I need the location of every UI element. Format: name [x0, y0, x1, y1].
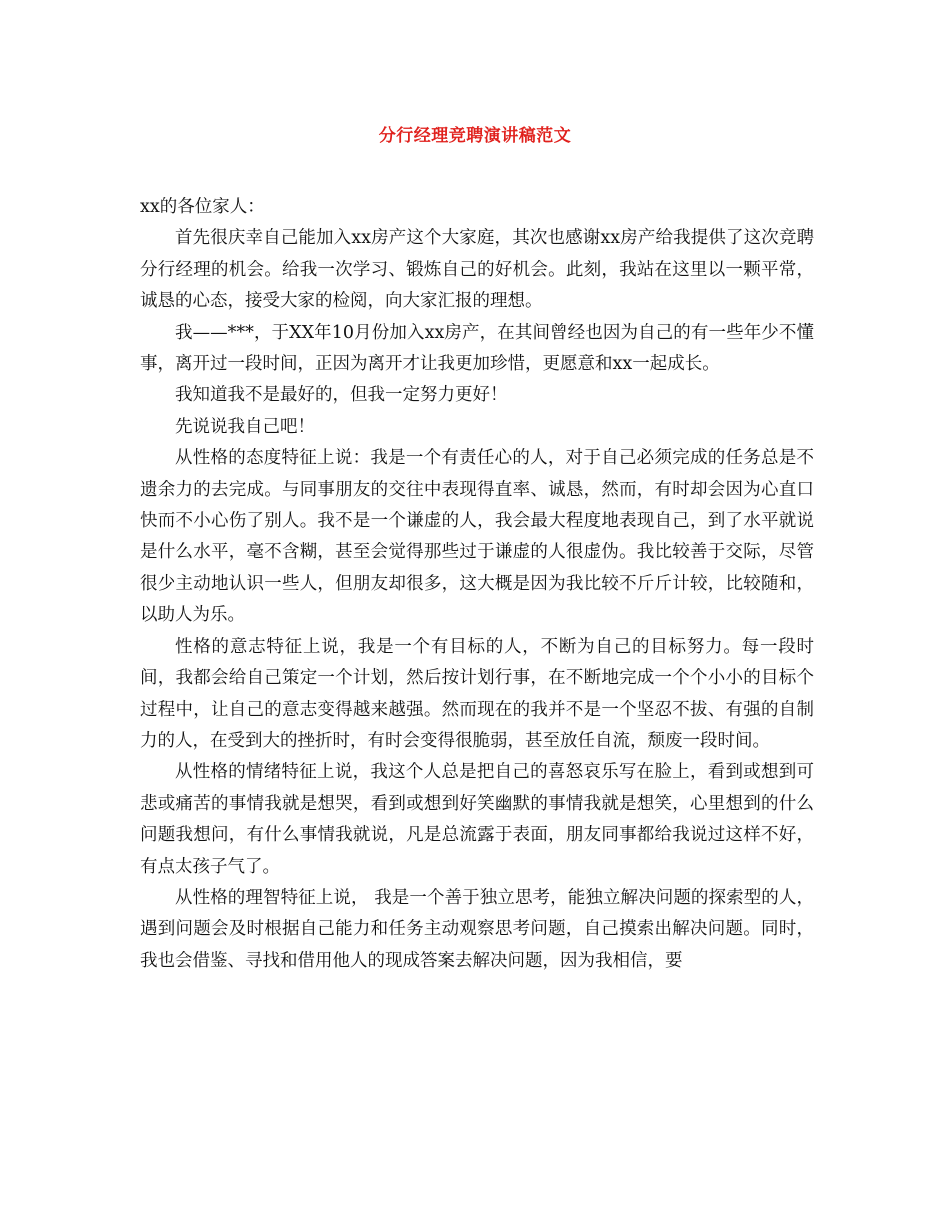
paragraph-self-intro: 先说说我自己吧！ [175, 416, 315, 437]
salutation: xx的各位家人： [140, 197, 265, 217]
paragraph-attitude: 从性格的态度特征上说：我是一个有责任心的人，对于自己必须完成的任务总是不遗余力的去完成。与同事朋友的交往中表现得直率、诚恳，然而，有时却会因为心直口快而不小心伤了别人。我不是一个谦虚的人，我会最大程度地表现自己，到了水平就说是什么水平，毫不含糊，甚至会觉得那些过于谦虚的人很虚伪。我比较善于交际，尽管很少主动地认识一些人，但朋友却很多，这大概是因为我比较不斤斤计较，比较随和，以助人为乐。 [140, 448, 814, 626]
paragraph-intro: 首先很庆幸自己能加入xx房产这个大家庭，其次也感谢xx房产给我提供了这次竞聘分行经理的机会。给我一次学习、锻炼自己的好机会。此刻，我站在这里以一颗平常，诚恳的心态，接受大家的检阅，向大家汇报的理想。 [140, 228, 814, 312]
paragraph-will: 性格的意志特征上说，我是一个有目标的人，不断为自己的目标努力。每一段时间，我都会给自己策定一个计划，然后按计划行事，在不断地完成一个个小小的目标个过程中，让自己的意志变得越来越强。然而现在的我并不是一个坚忍不拔、有强的自制力的人，在受到大的挫折时，有时会变得很脆弱，甚至放任自流，颓废一段时间。 [140, 636, 814, 751]
paragraph-background: 我——***，于XX年10月份加入xx房产，在其间曾经也因为自己的有一些年少不懂事，离开过一段时间，正因为离开才让我更加珍惜，更愿意和xx一起成长。 [140, 322, 814, 375]
paragraph-reason: 从性格的理智特征上说， 我是一个善于独立思考，能独立解决问题的探索型的人，遇到问题会及时根据自己能力和任务主动观察思考问题，自己摸索出解决问题。同时，我也会借鉴、寻找和借用他人的现成答案去解决问题，因为我相信，要 [140, 887, 814, 971]
document-body [140, 192, 814, 977]
document-title: 分行经理竞聘演讲稿范文 [378, 126, 572, 146]
paragraph-commitment: 我知道我不是最好的，但我一定努力更好！ [175, 385, 508, 406]
paragraph-emotion: 从性格的情绪特征上说，我这个人总是把自己的喜怒哀乐写在脸上，看到或想到可悲或痛苦的事情我就是想哭，看到或想到好笑幽默的事情我就是想笑，心里想到的什么问题我想问，有什么事情我就说，凡是总流露于表面，朋友同事都给我说过这样不好，有点太孩子气了。 [140, 762, 814, 877]
